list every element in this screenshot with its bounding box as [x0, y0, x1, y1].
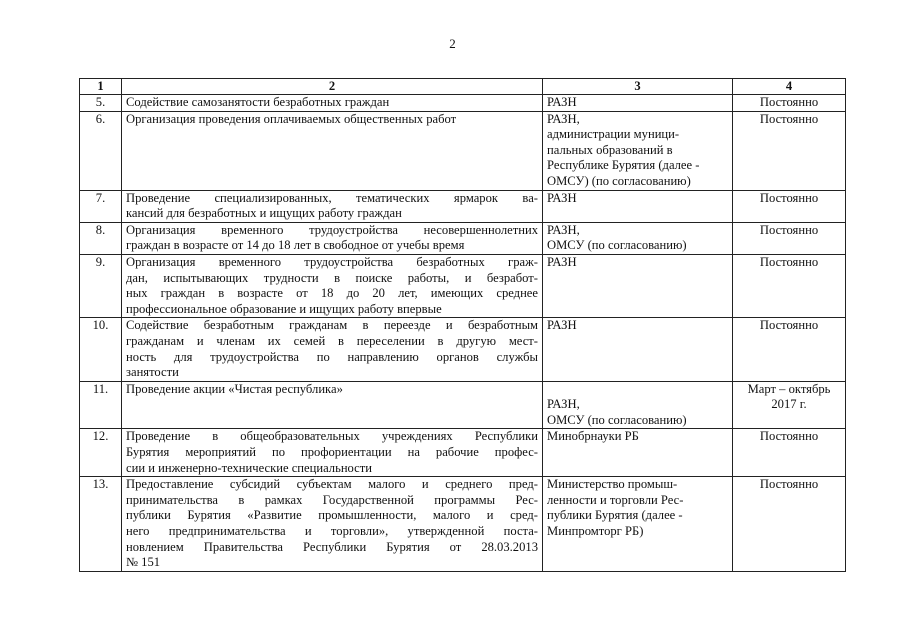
execution-term-line: Постоянно	[759, 222, 819, 237]
responsible-party-line: РАЗН,	[547, 111, 580, 126]
execution-term-line: 2017 г.	[771, 397, 807, 412]
activity-name-line: Бурятия мероприятий по профориентации на рабочие профес-	[126, 445, 538, 460]
responsible-party-line: ОМСУ (по согласованию)	[547, 238, 687, 253]
row-number: 8.	[80, 222, 122, 254]
page-number: 2	[449, 36, 456, 51]
execution-term-line: Постоянно	[759, 318, 819, 333]
responsible-party	[543, 429, 733, 477]
responsible-party-line: Республике Бурятия (далее -	[547, 158, 700, 173]
execution-term-line: Постоянно	[759, 429, 819, 444]
row-number: 9.	[80, 254, 122, 317]
table-row	[80, 254, 846, 317]
activity-name-line: Организация проведения оплачиваемых общественных работ	[126, 111, 457, 126]
activity-name-line: Организация временного трудоустройства безработных граж-	[126, 254, 538, 269]
activity-name	[122, 254, 543, 317]
responsible-party-line: Министерство промыш-	[547, 477, 678, 492]
activity-name-line: Содействие самозанятости безработных граждан	[126, 95, 390, 109]
activity-name-line: Проведение акции «Чистая республика»	[126, 381, 343, 396]
execution-term	[733, 381, 846, 429]
activities-table	[79, 78, 846, 572]
execution-term	[733, 318, 846, 381]
execution-term	[733, 95, 846, 112]
responsible-party	[543, 318, 733, 381]
activity-name	[122, 381, 543, 429]
row-number: 11.	[80, 381, 122, 429]
activity-name-line: Проведение в общеобразовательных учреждениях Республики	[126, 429, 538, 444]
table-row	[80, 95, 846, 112]
table-row	[80, 190, 846, 222]
responsible-party-line: РАЗН	[547, 95, 577, 109]
responsible-party-line: РАЗН	[547, 254, 577, 269]
table-row	[80, 318, 846, 381]
activity-name-line: граждан в возрасте от 14 до 18 лет в свободное от учебы время	[126, 238, 465, 253]
table-body	[80, 95, 846, 572]
responsible-party	[543, 95, 733, 112]
activity-name-line: Проведение специализированных, тематических ярмарок ва-	[126, 190, 538, 205]
activity-name-line: принимательства в рамках Государственной программы Рес-	[126, 492, 538, 507]
activity-name-line: Содействие безработным гражданам в переезде и безработным	[126, 318, 538, 333]
activity-name-line: кансий для безработных и ищущих работу граждан	[126, 206, 402, 221]
header-col-2: 2	[122, 79, 543, 95]
responsible-party	[543, 381, 733, 429]
header-col-3: 3	[543, 79, 733, 95]
row-number: 13.	[80, 477, 122, 572]
responsible-party-line: РАЗН,	[547, 222, 580, 237]
execution-term-line: Постоянно	[759, 111, 819, 126]
responsible-party-line: ленности и торговли Рес-	[547, 492, 684, 507]
row-number: 7.	[80, 190, 122, 222]
execution-term-line: Постоянно	[759, 477, 819, 492]
responsible-party	[543, 477, 733, 572]
activity-name-line: № 151	[126, 555, 161, 570]
activity-name-line: публики Бурятия «Развитие промышленности, малого и сред-	[126, 508, 538, 523]
responsible-party-line: администрации муници-	[547, 127, 680, 142]
table-row	[80, 429, 846, 477]
table-row	[80, 222, 846, 254]
execution-term	[733, 222, 846, 254]
responsible-party	[543, 190, 733, 222]
activity-name	[122, 111, 543, 190]
row-number: 10.	[80, 318, 122, 381]
responsible-party-line: публики Бурятия (далее -	[547, 508, 683, 523]
responsible-party-line: РАЗН	[547, 318, 577, 333]
table-row	[80, 477, 846, 572]
responsible-party	[543, 222, 733, 254]
responsible-party-line: пальных образований в	[547, 142, 673, 157]
execution-term	[733, 254, 846, 317]
table-row	[80, 381, 846, 429]
activity-name-line: Организация временного трудоустройства несовершеннолетних	[126, 222, 538, 237]
activity-name	[122, 222, 543, 254]
activity-name	[122, 190, 543, 222]
header-col-1: 1	[80, 79, 122, 95]
table-row	[80, 111, 846, 190]
activity-name-line: занятости	[126, 365, 179, 380]
responsible-party-line: Минобрнауки РБ	[547, 429, 639, 444]
execution-term	[733, 477, 846, 572]
execution-term-line: Постоянно	[759, 254, 819, 269]
activity-name-line: гражданам и членам их семей в переселении в другую мест-	[126, 333, 538, 348]
row-number: 5.	[80, 95, 122, 112]
activity-name	[122, 318, 543, 381]
execution-term-line: Март – октябрь	[747, 381, 831, 396]
activity-name-line: сии и инженерно-технические специальности	[126, 460, 373, 475]
responsible-party-line: Минпромторг РБ)	[547, 524, 644, 539]
header-col-4: 4	[733, 79, 846, 95]
execution-term-line: Постоянно	[759, 190, 819, 205]
execution-term	[733, 190, 846, 222]
responsible-party-line: ОМСУ) (по согласованию)	[547, 173, 691, 188]
row-number: 12.	[80, 429, 122, 477]
activity-name-line: ность для трудоустройства по направлению органов службы	[126, 349, 538, 364]
activity-name-line: него предпринимательства и торговли», утвержденной поста-	[126, 524, 538, 539]
execution-term-line: Постоянно	[759, 95, 819, 109]
responsible-party-line	[547, 382, 728, 398]
activity-name	[122, 95, 543, 112]
responsible-party-line: ОМСУ (по согласованию)	[547, 412, 687, 427]
execution-term	[733, 429, 846, 477]
activity-name-line: новлением Правительства Республики Бурятия от 28.03.2013	[126, 539, 538, 554]
activity-name-line: Предоставление субсидий субъектам малого и среднего пред-	[126, 477, 538, 492]
responsible-party	[543, 254, 733, 317]
activity-name-line: ных граждан в возрасте от 18 до 20 лет, имеющих среднее	[126, 286, 538, 301]
responsible-party-line: РАЗН	[547, 190, 577, 205]
activity-name	[122, 477, 543, 572]
activity-name	[122, 429, 543, 477]
activity-name-line: профессиональное образование и ищущих работу впервые	[126, 301, 442, 316]
table-header-row	[80, 79, 846, 95]
execution-term	[733, 111, 846, 190]
responsible-party-line: РАЗН,	[547, 397, 580, 412]
activity-name-line: дан, испытывающих трудности в поиске работы, и безработ-	[126, 270, 538, 285]
responsible-party	[543, 111, 733, 190]
row-number: 6.	[80, 111, 122, 190]
